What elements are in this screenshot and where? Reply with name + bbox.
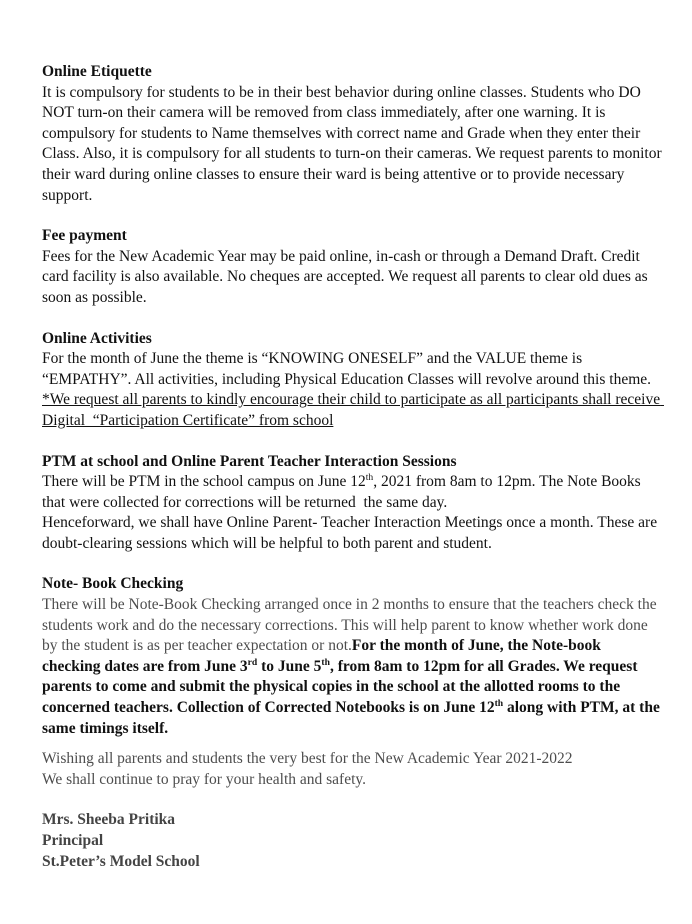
paragraph-note-book-checking: There will be Note-Book Checking arranged once in 2 months to ensure that the teachers check the students work and do the necessary corrections. This will help parent to know whether work done by the student is as per teacher expectation or not.For the month of June, the Note-book checking dates are from June 3rd to June 5th, from 8am to 12pm for all Grades. We request parents to come and submit the physical copies in the school at the allotted rooms to the concerned teachers. Collection of Corrected Notebooks is on June 12th along with PTM, at the same timings itself. (42, 596, 664, 737)
section-note-book-checking (42, 574, 662, 739)
section-fee-payment (42, 226, 662, 308)
paragraph-ptm-online-meetings: Henceforward, we shall have Online Parent- Teacher Interaction Meetings once a month. These are doubt-clearing sessions which will be helpful to both parent and student. (42, 514, 661, 552)
section-online-activities (42, 329, 662, 432)
section-heading-note-book-checking: Note- Book Checking (42, 575, 184, 593)
signature-school: St.Peter’s Model School (42, 852, 200, 870)
section-heading-ptm: PTM at school and Online Parent Teacher Interaction Sessions (42, 452, 457, 470)
closing-prayer-line: We shall continue to pray for your health and safety. (42, 770, 367, 788)
paragraph-online-activities-theme: For the month of June the theme is “KNOWING ONESELF” and the VALUE theme is “EMPATHY”. All activities, including Physical Education Classes will revolve around this theme. (42, 350, 652, 388)
paragraph-fee-payment: Fees for the New Academic Year may be paid online, in-cash or through a Demand Draft. Credit card facility is also available. No cheques are accepted. We request all parents to clear old dues as soon as possible. (42, 247, 652, 306)
closing-block (42, 749, 662, 790)
section-heading-online-etiquette: Online Etiquette (42, 63, 152, 80)
signature-title: Principal (42, 832, 104, 849)
section-heading-online-activities: Online Activities (42, 329, 152, 347)
signature-block (42, 810, 662, 872)
paragraph-ptm-campus: There will be PTM in the school campus on June 12th, 2021 from 8am to 12pm. The Note Books that were collected for corrections will be returned the same day. (42, 471, 645, 511)
section-ptm (42, 452, 662, 555)
section-heading-fee-payment: Fee payment (42, 227, 127, 245)
signature-name: Mrs. Sheeba Pritika (42, 811, 176, 829)
section-online-etiquette (42, 62, 666, 206)
paragraph-online-activities-note: *We request all parents to kindly encourage their child to participate as all participants shall receive Digital “Participation Certificate” from school (42, 391, 664, 429)
closing-wishing-line: Wishing all parents and students the very best for the New Academic Year 2021-2022 (42, 750, 573, 768)
paragraph-online-etiquette: It is compulsory for students to be in their best behavior during online classes. Students who DO NOT turn-on their camera will be removed from class immediately, after one warning. It is compulsory for students to Name themselves with correct name and Grade when they enter their Class. Also, it is compulsory for all students to turn-on their cameras. We request parents to monitor their ward during online classes to ensure their ward is being attentive or to provide necessary support. (42, 83, 666, 204)
